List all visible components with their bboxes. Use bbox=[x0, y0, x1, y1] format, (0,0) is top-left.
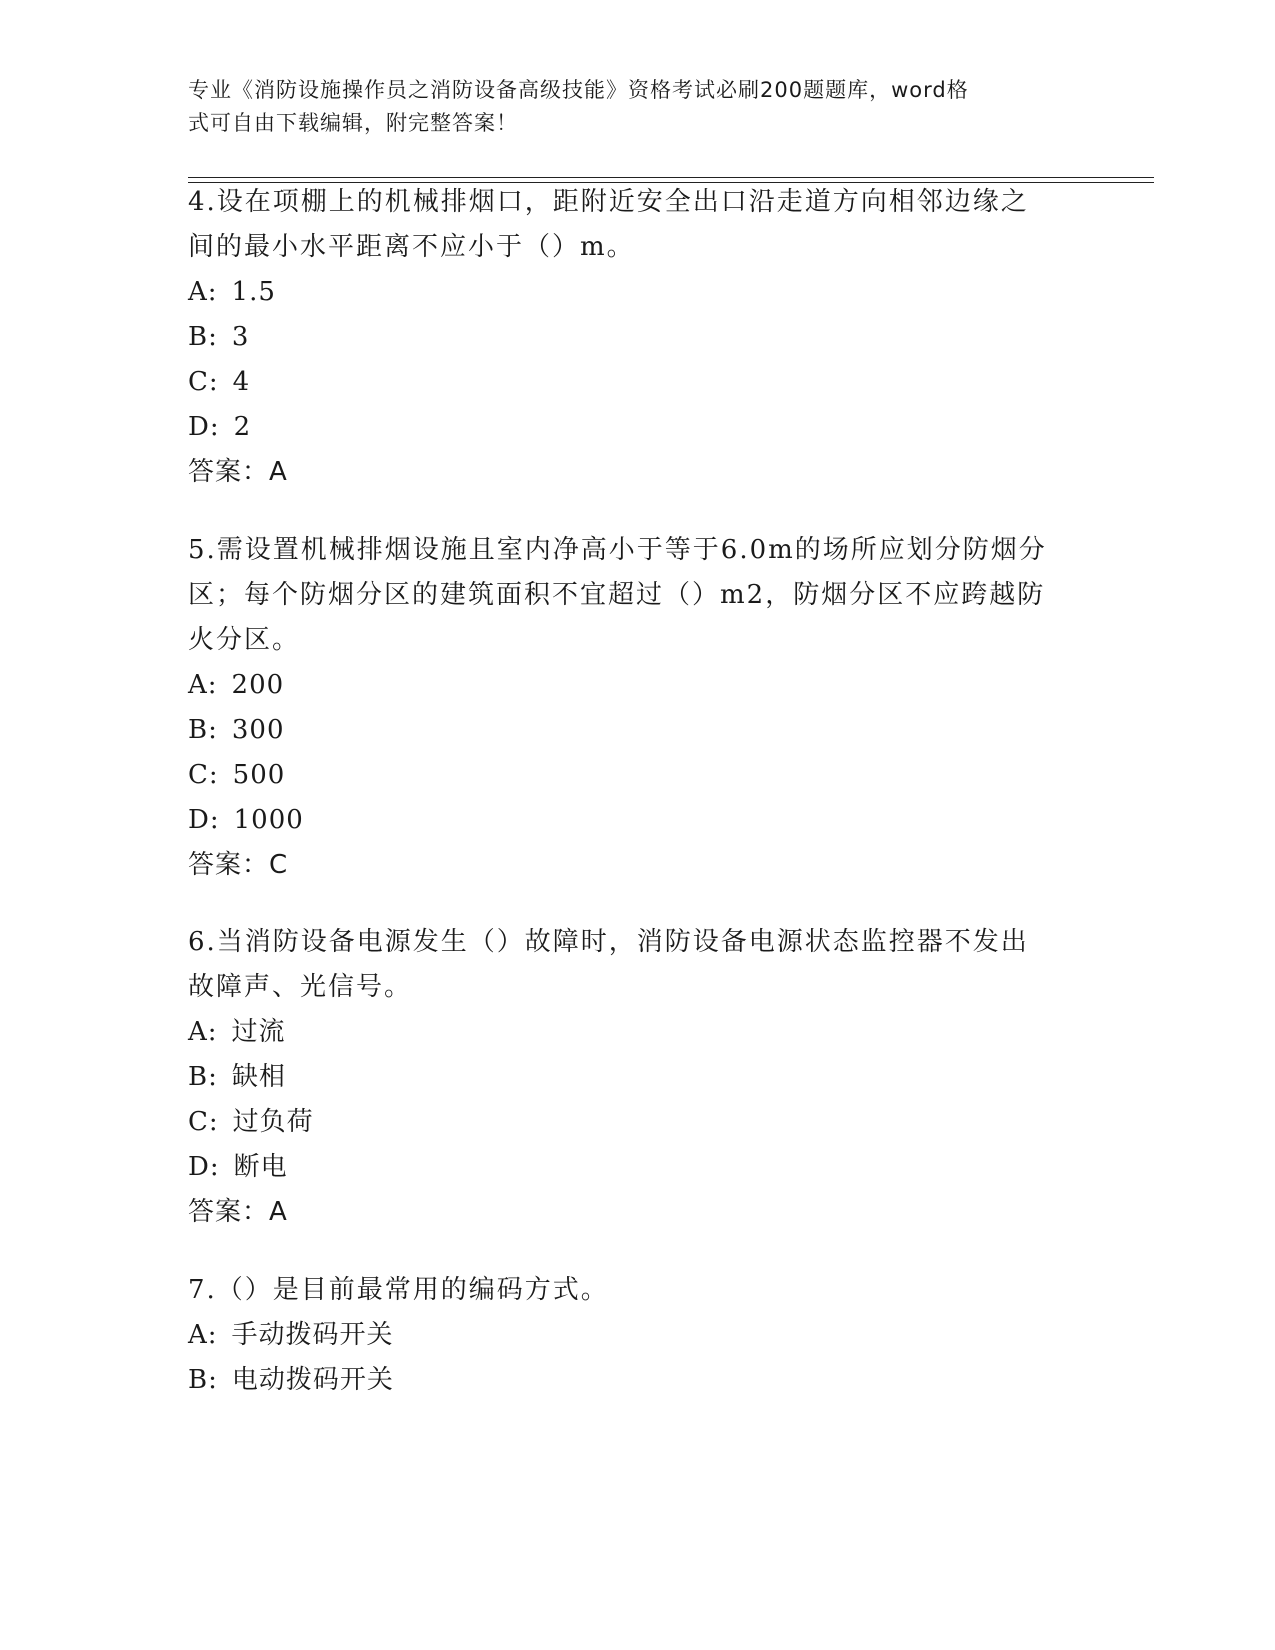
option-key: C: bbox=[188, 760, 219, 790]
option-value: 断电 bbox=[233, 1152, 288, 1182]
option-value: 电动拨码开关 bbox=[231, 1365, 394, 1395]
question-7-option-b bbox=[188, 1358, 1088, 1403]
option-key: A: bbox=[188, 1320, 218, 1350]
option-value: 2 bbox=[233, 412, 252, 442]
question-5-text-line-3: 火分区。 bbox=[188, 625, 301, 655]
option-key: C: bbox=[188, 367, 219, 397]
option-key: B: bbox=[188, 322, 218, 352]
question-4-text-line-2: 间的最小水平距离不应小于（）m。 bbox=[188, 232, 635, 262]
header-line-1: 专业《消防设施操作员之消防设备高级技能》资格考试必刷200题题库，word格 bbox=[188, 78, 969, 102]
option-value: 1.5 bbox=[231, 277, 276, 307]
option-key: D: bbox=[188, 805, 220, 835]
question-4-text-line-1: 4.设在项棚上的机械排烟口，距附近安全出口沿走道方向相邻边缘之 bbox=[188, 187, 1029, 217]
option-key: D: bbox=[188, 412, 220, 442]
option-value: 手动拨码开关 bbox=[231, 1320, 394, 1350]
document-header bbox=[188, 74, 1068, 140]
question-4 bbox=[188, 180, 1088, 495]
question-4-option-a bbox=[188, 270, 1088, 315]
option-value: 4 bbox=[232, 367, 251, 397]
question-5-option-b bbox=[188, 708, 1088, 753]
option-key: B: bbox=[188, 1062, 218, 1092]
question-6-option-b bbox=[188, 1055, 1088, 1100]
question-7-option-a bbox=[188, 1313, 1088, 1358]
option-key: A: bbox=[188, 1017, 218, 1047]
question-4-option-c bbox=[188, 360, 1088, 405]
question-6-option-c bbox=[188, 1100, 1088, 1145]
option-key: C: bbox=[188, 1107, 219, 1137]
option-key: B: bbox=[188, 715, 218, 745]
question-5-option-c bbox=[188, 753, 1088, 798]
option-key: D: bbox=[188, 1152, 220, 1182]
option-value: 500 bbox=[232, 760, 286, 790]
question-4-answer: 答案：A bbox=[188, 457, 288, 487]
question-5-answer: 答案：C bbox=[188, 850, 289, 880]
question-4-option-d bbox=[188, 405, 1088, 450]
option-value: 200 bbox=[231, 670, 285, 700]
option-value: 3 bbox=[231, 322, 250, 352]
option-key: A: bbox=[188, 670, 218, 700]
option-value: 过流 bbox=[231, 1017, 286, 1047]
option-key: A: bbox=[188, 277, 218, 307]
question-6-answer: 答案：A bbox=[188, 1197, 288, 1227]
question-5 bbox=[188, 528, 1088, 888]
question-4-option-b bbox=[188, 315, 1088, 360]
option-value: 过负荷 bbox=[232, 1107, 314, 1137]
option-value: 缺相 bbox=[231, 1062, 286, 1092]
option-key: B: bbox=[188, 1365, 218, 1395]
question-7-text-line-1: 7.（）是目前最常用的编码方式。 bbox=[188, 1275, 609, 1305]
question-6-text-line-1: 6.当消防设备电源发生（）故障时，消防设备电源状态监控器不发出 bbox=[188, 927, 1029, 957]
question-7 bbox=[188, 1268, 1088, 1403]
question-5-option-d bbox=[188, 798, 1088, 843]
question-6-text-line-2: 故障声、光信号。 bbox=[188, 972, 413, 1002]
question-5-option-a bbox=[188, 663, 1088, 708]
question-6-option-d bbox=[188, 1145, 1088, 1190]
option-value: 1000 bbox=[233, 805, 304, 835]
question-6 bbox=[188, 920, 1088, 1235]
question-5-text-line-1: 5.需设置机械排烟设施且室内净高小于等于6.0m的场所应划分防烟分 bbox=[188, 535, 1047, 565]
header-line-2: 式可自由下载编辑，附完整答案！ bbox=[188, 111, 518, 135]
header-divider-top bbox=[188, 177, 1154, 178]
question-5-text-line-2: 区；每个防烟分区的建筑面积不宜超过（）m2，防烟分区不应跨越防 bbox=[188, 580, 1046, 610]
question-6-option-a bbox=[188, 1010, 1088, 1055]
option-value: 300 bbox=[231, 715, 285, 745]
